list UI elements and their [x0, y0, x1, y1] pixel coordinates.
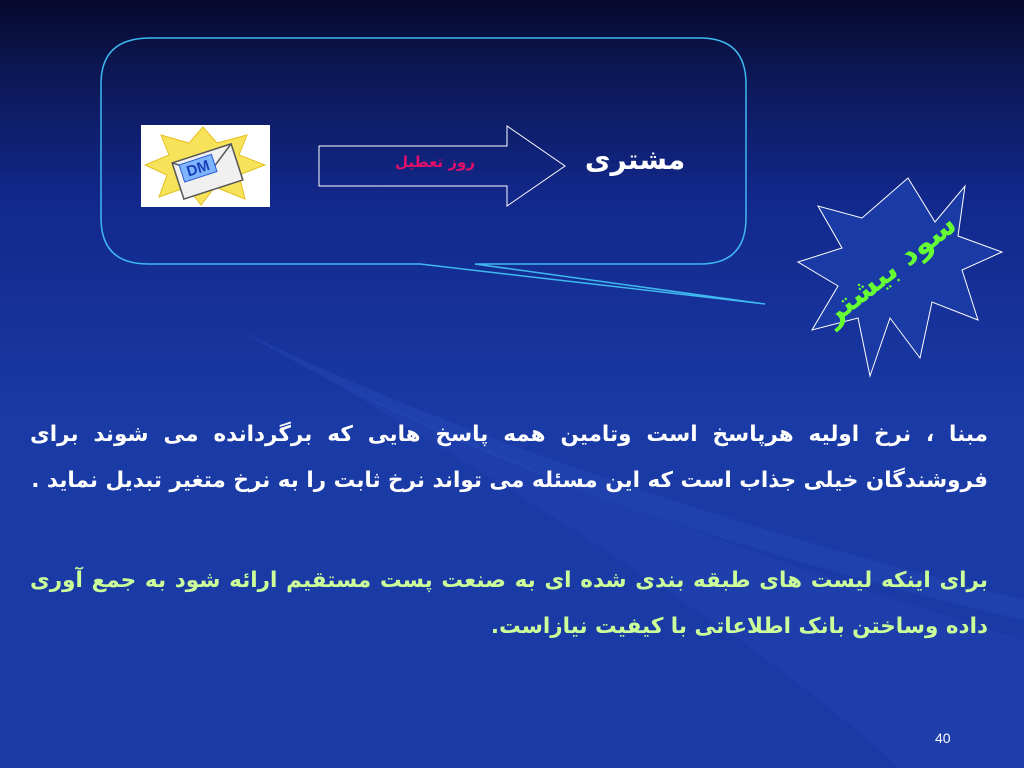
page-number: 40 [935, 730, 951, 746]
dm-logo-text: DM [184, 156, 212, 181]
paragraph-2: برای اینکه لیست های طبقه بندی شده ای به صنعت پست مستقیم ارائه شود به جمع آوری داده وساختن بانک اطلاعاتی با کیفیت نیازاست. [30, 568, 988, 639]
customer-label: مشتری [584, 143, 686, 176]
arrow-label: روز تعطیل [394, 153, 476, 171]
paragraph-1: مبنا ، نرخ اولیه هرپاسخ است وتامین همه پاسخ هایی که برگردانده می شوند برای فروشندگان خیلی جذاب است که این مسئله می تواند نرخ ثابت را به نرخ متغیر تبدیل نماید . [30, 422, 988, 493]
starburst-label: سود بیشتر [816, 206, 964, 333]
